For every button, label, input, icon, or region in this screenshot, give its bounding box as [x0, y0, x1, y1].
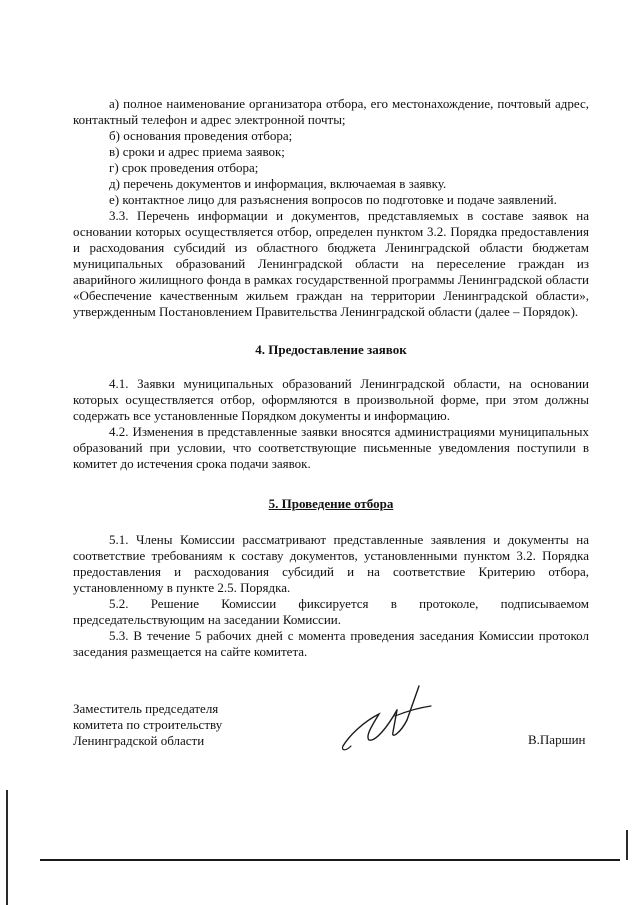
paragraph-3-3: 3.3. Перечень информации и документов, представляемых в составе заявок на основании которых осуществляется отбор, определен пунктом 3.2. Порядка предоставления и расходования субсидий из областного бюджета Ленинградской области бюджетам муниципальных образований Ленинградской области на переселение граждан из аварийного жилищного фонда в рамках государственной программы Ленинградской области «Обеспечение качественным жильем граждан на территории Ленинградской области», утвержденным Постановлением Правительства Ленинградской области (далее – Порядок). — [73, 208, 589, 319]
paragraph-4-2: 4.2. Изменения в представленные заявки вносятся администрациями муниципальных образований при условии, что соответствующие письменные уведомления поступили в комитет до истечения срока подачи заявок. — [73, 424, 589, 471]
item-g: г) срок проведения отбора; — [109, 160, 259, 175]
paragraph-5-3: 5.3. В течение 5 рабочих дней с момента проведения заседания Комиссии протокол заседания размещается на сайте комитета. — [73, 628, 589, 659]
item-b: б) основания проведения отбора; — [109, 128, 293, 143]
section-5-heading: 5. Проведение отбора — [268, 496, 394, 511]
signatory-title — [73, 701, 222, 749]
item-d: д) перечень документов и информация, включаемая в заявку. — [109, 176, 447, 191]
document-body — [73, 96, 589, 660]
scan-edge-right — [626, 830, 628, 860]
paragraph-5-1: 5.1. Члены Комиссии рассматривают представленные заявления и документы на соответствие требованиям к составу документов, установленными пунктом 3.2. Порядка предоставления и расходования субсидий и на соответствие Критерию отбора, установленному в пункте 2.5. Порядка. — [73, 532, 589, 595]
handwritten-signature — [335, 680, 445, 760]
item-a: а) полное наименование организатора отбора, его местонахождение, почтовый адрес, контактный телефон и адрес электронной почты; — [73, 96, 589, 127]
signatory-line-2: комитета по строительству — [73, 717, 223, 732]
paragraph-5-2: 5.2. Решение Комиссии фиксируется в протоколе, подписываемом председательствующим на заседании Комиссии. — [73, 596, 589, 627]
item-e: е) контактное лицо для разъяснения вопросов по подготовке и подаче заявлений. — [109, 192, 557, 207]
scan-edge-bottom — [40, 859, 620, 861]
section-4-heading: 4. Предоставление заявок — [255, 342, 407, 357]
paragraph-4-1: 4.1. Заявки муниципальных образований Ленинградской области, на основании которых осуществляется отбор, оформляются в произвольной форме, при этом должны содержать все установленные Порядком документы и информацию. — [73, 376, 589, 423]
signatory-line-1: Заместитель председателя — [73, 701, 219, 716]
scan-edge-left — [6, 790, 8, 905]
item-v: в) сроки и адрес приема заявок; — [109, 144, 285, 159]
signatory-name: В.Паршин — [528, 732, 586, 747]
signatory-line-3: Ленинградской области — [73, 733, 205, 748]
